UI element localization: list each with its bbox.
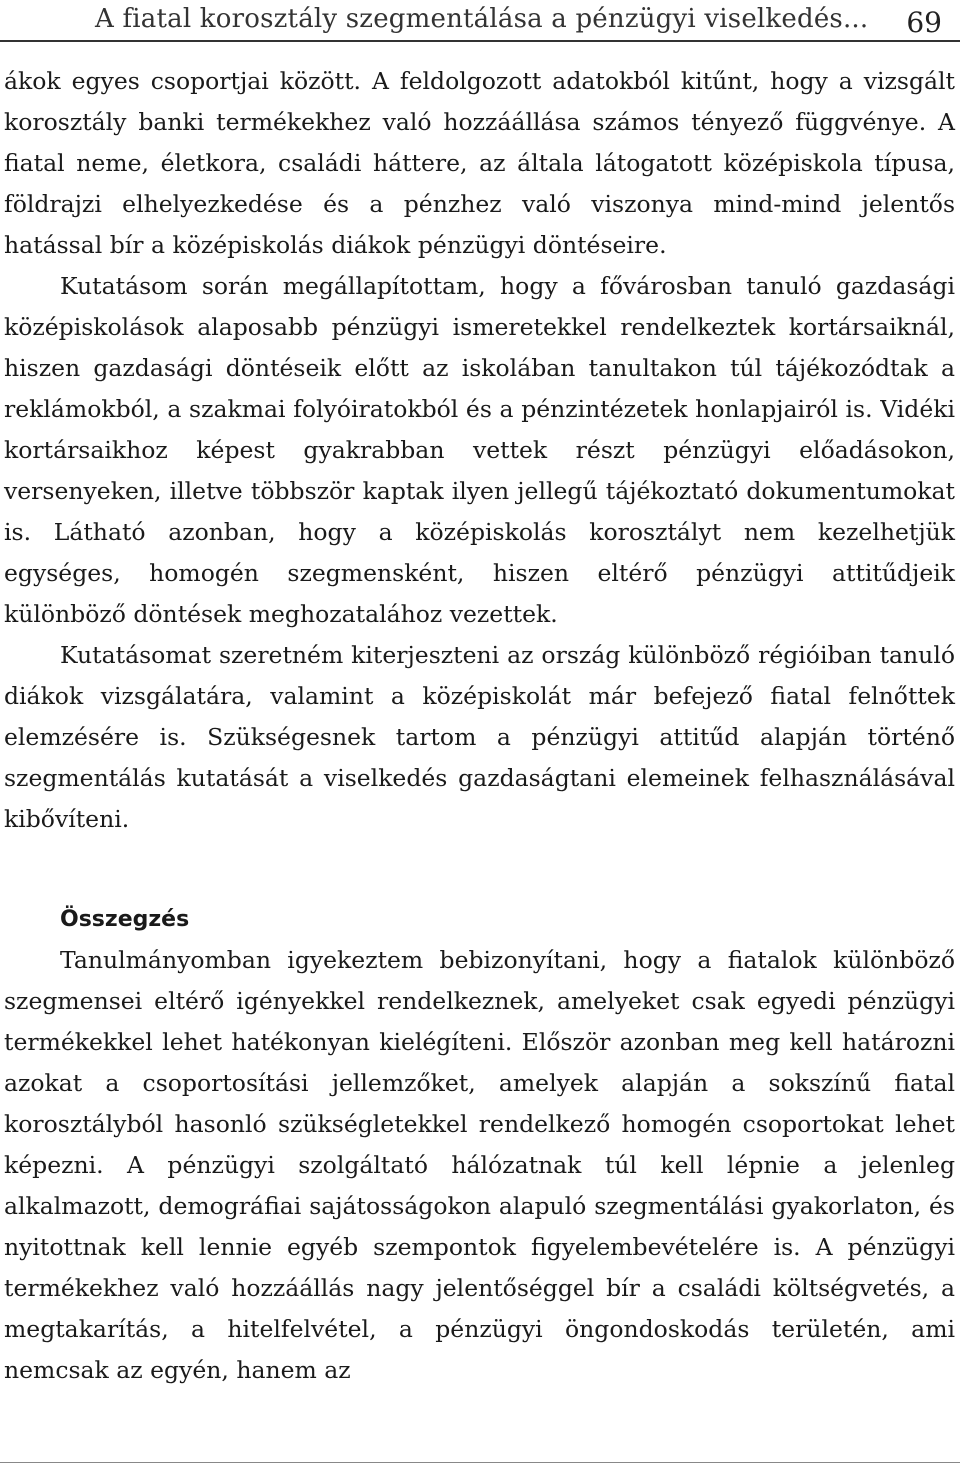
header-rule <box>0 40 960 42</box>
page-body <box>4 61 955 1391</box>
running-title: A fiatal korosztály szegmentálása a pénzügyi viselkedés... <box>95 4 869 34</box>
paragraph-summary: Tanulmányomban igyekeztem bebizonyítani, hogy a fiatalok különböző szegmensei eltérő igényekkel rendelkeznek, amelyeket csak egyedi pénzügyi termékekkel lehet hatékonyan kielégíteni. Először azonban meg kell határozni azokat a csoportosítási jellemzőket, amelyek alapján a sokszínű fiatal korosztályból hasonló szükségletekkel rendelkező homogén csoportokat lehet képezni. A pénzügyi szolgáltató hálózatnak túl kell lépnie a jelenleg alkalmazott, demográfiai sajátosságokon alapuló szegmentálási gyakorlaton, és nyitottnak kell lennie egyéb szempontok figyelembevételére is. A pénzügyi termékekhez való hozzáállás nagy jelentőséggel bír a családi költségvetés, a megtakarítás, a hitelfelvétel, a pénzügyi öngondoskodás területén, ami nemcsak az egyén, hanem az <box>4 946 955 1384</box>
bottom-rule <box>0 1462 960 1463</box>
page-number: 69 <box>906 6 942 39</box>
paragraph-findings: Kutatásom során megállapítottam, hogy a fővárosban tanuló gazdasági középiskolások alaposabb pénzügyi ismeretekkel rendelkeztek kortársaiknál, hiszen gazdasági döntéseik előtt az iskolában tanultakon túl tájékozódtak a reklámokból, a szakmai folyóiratokból és a pénzintézetek honlapjairól is. Vidéki kortársaikhoz képest gyakrabban vettek részt pénzügyi előadásokon, versenyeken, illetve többször kaptak ilyen jellegű tájékoztató dokumentumokat is. Látható azonban, hogy a középiskolás korosztályt nem kezelhetjük egységes, homogén szegmensként, hiszen eltérő pénzügyi attitűdjeik különböző döntések meghozatalához vezettek. <box>4 272 955 628</box>
running-header <box>0 0 960 44</box>
section-heading-summary: Összegzés <box>60 907 190 932</box>
paragraph-continued: ákok egyes csoportjai között. A feldolgozott adatokból kitűnt, hogy a vizsgált korosztály banki termékekhez való hozzáállása számos tényező függvénye. A fiatal neme, életkora, családi háttere, az általa látogatott középiskola típusa, földrajzi elhelyezkedése és a pénzhez való viszonya mind-mind jelentős hatással bír a középiskolás diákok pénzügyi döntéseire. <box>4 67 955 259</box>
paragraph-future-research: Kutatásomat szeretném kiterjeszteni az ország különböző régióiban tanuló diákok vizsgálatára, valamint a középiskolát már befejező fiatal felnőttek elemzésére is. Szükségesnek tartom a pénzügyi attitűd alapján történő szegmentálás kutatását a viselkedés gazdaságtani elemeinek felhasználásával kibővíteni. <box>4 641 955 833</box>
